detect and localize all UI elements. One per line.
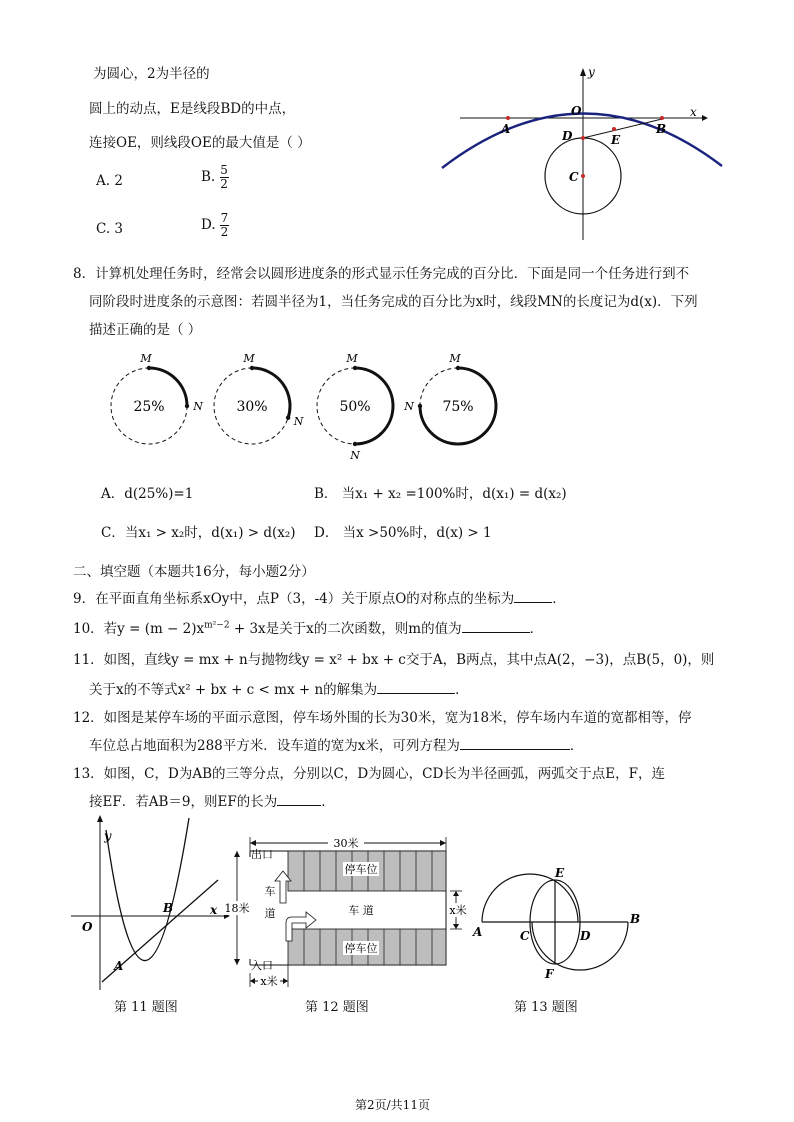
- progress-circle: [214, 352, 304, 444]
- q7-option-a: A. 2: [96, 173, 123, 189]
- q8-option-a: A．d(25%)=1: [101, 486, 194, 502]
- q12-line1: 12．如图是某停车场的平面示意图，停车场外围的长为30米，宽为18米，停车场内车道的宽都相等，停: [73, 710, 692, 726]
- progress-point: [250, 366, 254, 370]
- q13-line1: 13．如图，C，D为AB的三等分点，分别以C，D为圆心，CD长为半径画弧，两弧交于点E，F，连: [73, 766, 666, 782]
- label-n: N: [350, 449, 360, 462]
- progress-percent: 30%: [236, 399, 268, 415]
- label-y: y: [588, 65, 595, 79]
- label-n: N: [193, 400, 203, 413]
- q13-line2: 接EF．若AB＝9，则EF的长为 ．: [89, 794, 335, 810]
- page-footer: 第2页/共11页: [355, 1098, 430, 1112]
- progress-point: [147, 366, 151, 370]
- q7-line2: 圆上的动点，E是线段BD的中点，: [89, 101, 296, 117]
- label-o: O: [82, 920, 93, 934]
- label-o: O: [571, 104, 582, 118]
- fig12: [220, 833, 475, 993]
- parabola-curve: [106, 818, 189, 961]
- fig13: [470, 860, 650, 985]
- progress-percent: 25%: [133, 399, 165, 415]
- fig12-caption: 第 12 题图: [305, 1000, 369, 1015]
- q7-option-c: C. 3: [96, 221, 124, 237]
- segment-bd: [583, 119, 662, 138]
- label-d: D: [580, 929, 591, 943]
- label-a: A: [473, 925, 483, 939]
- progress-point: [456, 366, 460, 370]
- point-b: [660, 116, 664, 120]
- entry-label: 入口: [251, 959, 273, 972]
- q13-answer-blank[interactable]: [277, 793, 321, 806]
- label-m: M: [243, 352, 255, 365]
- x-axis-arrow: [702, 115, 708, 121]
- point-e: [612, 127, 616, 131]
- q7-line1: 为圆心，2为半径的: [93, 66, 210, 82]
- q9-text: 9．在平面直角坐标系xOy中，点P（3，-4）关于原点O的对称点的坐标为 ．: [73, 591, 566, 607]
- label-x: x: [210, 903, 218, 917]
- q10-answer-blank[interactable]: [462, 620, 530, 633]
- q12-answer-blank[interactable]: [460, 737, 570, 750]
- dim-length: 30米: [333, 837, 359, 850]
- dim-width: 18米: [224, 902, 250, 915]
- label-b: B: [656, 122, 667, 136]
- progress-point: [286, 416, 290, 420]
- progress-circle: [403, 352, 496, 444]
- point-c: [581, 174, 585, 178]
- q11-line2: 关于x的不等式x² + bx + c < mx + n的解集为 ．: [89, 682, 469, 698]
- lane-vertical-1: 车: [264, 885, 276, 898]
- label-c: C: [569, 170, 579, 184]
- fig13-caption: 第 13 题图: [514, 1000, 578, 1015]
- y-axis-arrow: [580, 68, 586, 76]
- progress-percent: 50%: [339, 399, 371, 415]
- label-c: C: [520, 929, 530, 943]
- q10-text: 10．若$y = (m - 2)x^{m^2-2} + 3x$是关于x的二次函数，则m的值为 ．: [73, 620, 544, 637]
- parking-label-top: 停车位: [344, 863, 378, 876]
- q8-option-b: B． 当x₁ + x₂ =100%时，d(x₁) = d(x₂): [314, 486, 567, 502]
- q7-line3: 连接OE，则线段OE的最大值是（ ）: [89, 135, 311, 151]
- label-b: B: [163, 901, 174, 915]
- q12-line2: 车位总占地面积为288平方米．设车道的宽为x米，可列方程为 ．: [89, 738, 584, 754]
- q11-line1: 11．如图，直线y = mx + n与抛物线y = x² + bx + c交于A，B两点，其中点A(2，−3)，点B(5，0)，则: [73, 652, 715, 668]
- point-a: [506, 116, 510, 120]
- q7-option-d: D. $\frac{7}{2}$: [201, 211, 229, 239]
- label-m: M: [140, 352, 152, 365]
- point-d: [581, 136, 585, 140]
- q7-option-b: B. $\frac{5}{2}$: [201, 163, 228, 191]
- label-a: A: [501, 122, 511, 136]
- section-heading: 二、填空题（本题共16分，每小题2分）: [73, 564, 315, 580]
- q11-answer-blank[interactable]: [377, 681, 455, 694]
- q8-line2: 同阶段时进度条的示意图：若圆半径为1，当任务完成的百分比为x时，线段MN的长度记为d(x)．下列: [89, 294, 698, 310]
- lane-vertical-2: 道: [264, 907, 276, 920]
- fig11: [66, 812, 236, 992]
- label-d: D: [562, 129, 573, 143]
- q9-answer-blank[interactable]: [514, 590, 552, 603]
- progress-circle: [317, 352, 393, 462]
- label-f: F: [545, 967, 554, 981]
- label-n: N: [404, 400, 414, 413]
- q7-option-d-fraction: $\frac{7}{2}$: [220, 211, 229, 239]
- label-m: M: [449, 352, 461, 365]
- q8-progress-figure: [90, 345, 590, 465]
- progress-percent: 75%: [442, 399, 474, 415]
- label-m: M: [346, 352, 358, 365]
- fig11-caption: 第 11 题图: [114, 1000, 178, 1015]
- label-e: E: [611, 133, 621, 147]
- progress-circle: [111, 352, 203, 444]
- q7-option-b-fraction: $\frac{5}{2}$: [220, 163, 228, 191]
- q8-line1: 8．计算机处理任务时，经常会以圆形进度条的形式显示任务完成的百分比．下面是同一个任务进行到不: [73, 266, 690, 282]
- dim-x-bottom: x米: [260, 975, 278, 988]
- progress-point: [353, 366, 357, 370]
- lane-label: 车 道: [348, 904, 374, 917]
- exit-label: 出口: [251, 848, 273, 861]
- label-e: E: [555, 866, 565, 880]
- label-b: B: [630, 912, 641, 926]
- dim-x-right: x米: [449, 904, 467, 917]
- y-axis-arrow: [97, 815, 103, 822]
- q8-option-c: C．当x₁ > x₂时，d(x₁) > d(x₂): [101, 525, 296, 541]
- progress-point: [185, 404, 189, 408]
- progress-point: [418, 404, 422, 408]
- label-x: x: [690, 105, 697, 119]
- label-a: A: [114, 959, 124, 973]
- parking-label-bottom: 停车位: [344, 942, 378, 955]
- progress-point: [353, 442, 357, 446]
- q8-option-d: D． 当x >50%时，d(x) > 1: [314, 525, 492, 541]
- q7-figure: [440, 62, 730, 247]
- q8-line3: 描述正确的是（ ）: [89, 322, 202, 338]
- label-y: y: [104, 829, 111, 843]
- label-n: N: [293, 415, 304, 429]
- parabola-curve: [442, 113, 722, 168]
